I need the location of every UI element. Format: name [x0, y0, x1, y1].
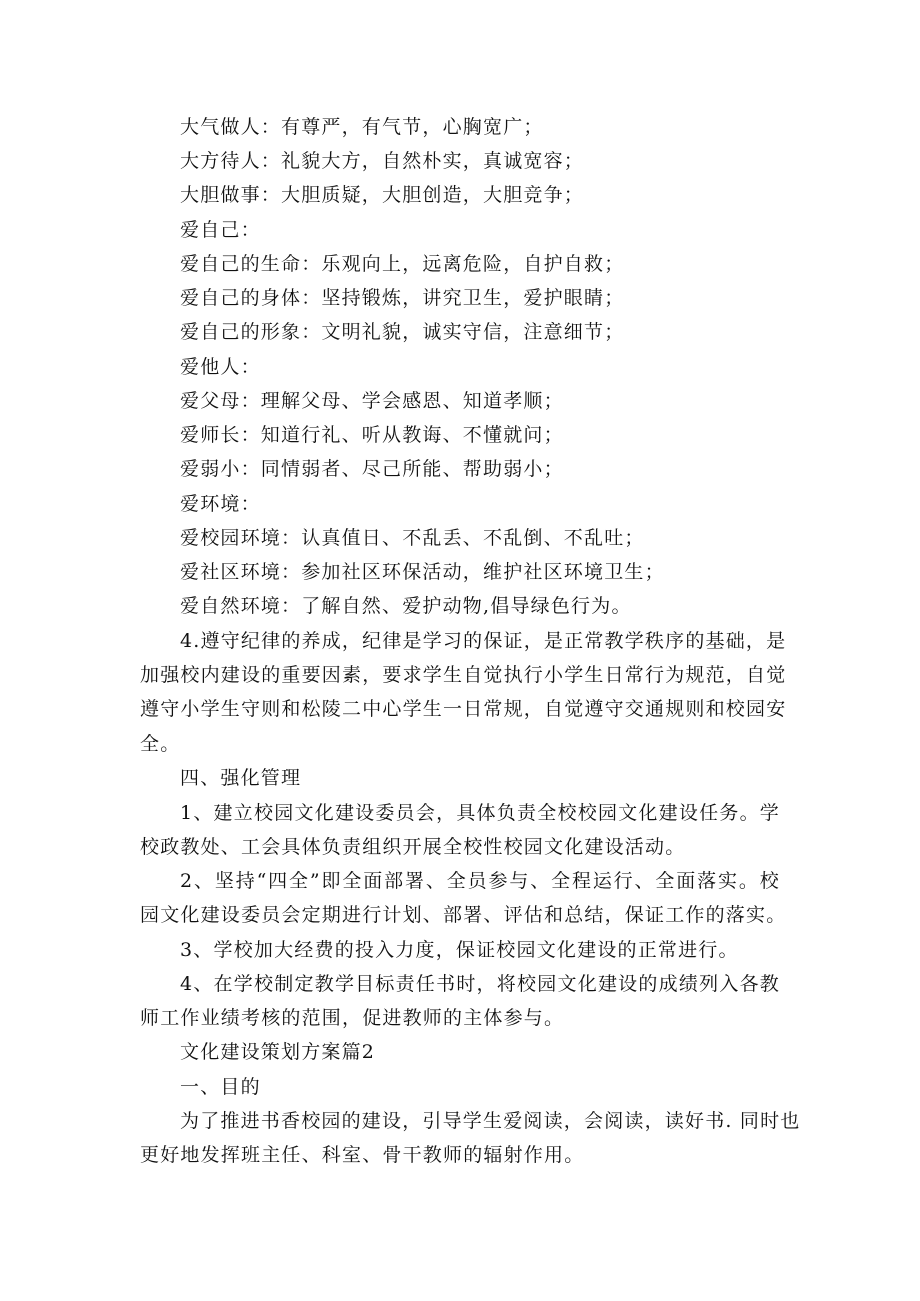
text-line: 爱社区环境：参加社区环保活动，维护社区环境卫生； [180, 561, 665, 583]
text-line: 遵守小学生守则和松陵二中心学生一日常规，自觉遵守交通规则和校园安 [140, 698, 787, 720]
text-line: 2、坚持“四全”即全面部署、全员参与、全程运行、全面落实。校 [180, 870, 780, 892]
section-title: 文化建设策划方案篇2 [180, 1041, 376, 1063]
section-heading: 四、强化管理 [180, 767, 302, 789]
text-line: 校政教处、工会具体负责组织开展全校性校园文化建设活动。 [140, 836, 686, 858]
text-line: 大气做人：有尊严，有气节，心胸宽广； [180, 116, 544, 138]
text-line: 师工作业绩考核的范围，促进教师的主体参与。 [140, 1007, 565, 1029]
text-line: 1、建立校园文化建设委员会，具体负责全校校园文化建设任务。学 [180, 802, 780, 824]
text-line: 爱自然环境：了解自然、爱护动物,倡导绿色行为。 [180, 595, 632, 617]
text-line: 爱师长：知道行礼、听从教诲、不懂就问； [180, 424, 564, 446]
section-heading: 一、目的 [180, 1076, 261, 1098]
text-line: 大方待人：礼貌大方，自然朴实，真诚宽容； [180, 150, 585, 172]
text-line: 爱校园环境：认真值日、不乱丢、不乱倒、不乱吐； [180, 527, 645, 549]
text-line: 爱环境： [180, 493, 261, 515]
text-line: 4.遵守纪律的养成，纪律是学习的保证，是正常教学秩序的基础，是 [180, 630, 787, 652]
text-line: 加强校内建设的重要因素，要求学生自觉执行小学生日常行为规范，自觉 [140, 664, 787, 686]
text-line: 爱自己的形象：文明礼貌，诚实守信，注意细节； [180, 321, 625, 343]
text-line: 爱自己： [180, 219, 261, 241]
text-line: 园文化建设委员会定期进行计划、部署、评估和总结，保证工作的落实。 [140, 904, 787, 926]
text-line: 爱自己的生命：乐观向上，远离危险，自护自救； [180, 253, 625, 275]
text-line: 更好地发挥班主任、科室、骨干教师的辐射作用。 [140, 1144, 585, 1166]
text-line: 全。 [140, 733, 181, 755]
text-line: 爱弱小：同情弱者、尽己所能、帮助弱小； [180, 458, 564, 480]
text-line: 爱他人： [180, 356, 261, 378]
text-line: 爱父母：理解父母、学会感恩、知道孝顺； [180, 390, 564, 412]
text-line: 为了推进书香校园的建设，引导学生爱阅读，会阅读，读好书. 同时也 [180, 1110, 801, 1132]
text-line: 爱自己的身体：坚持锻炼，讲究卫生，爱护眼睛； [180, 287, 625, 309]
text-line: 大胆做事：大胆质疑，大胆创造，大胆竞争； [180, 184, 585, 206]
text-line: 3、学校加大经费的投入力度，保证校园文化建设的正常进行。 [180, 939, 739, 961]
text-line: 4、在学校制定教学目标责任书时，将校园文化建设的成绩列入各教 [180, 973, 780, 995]
